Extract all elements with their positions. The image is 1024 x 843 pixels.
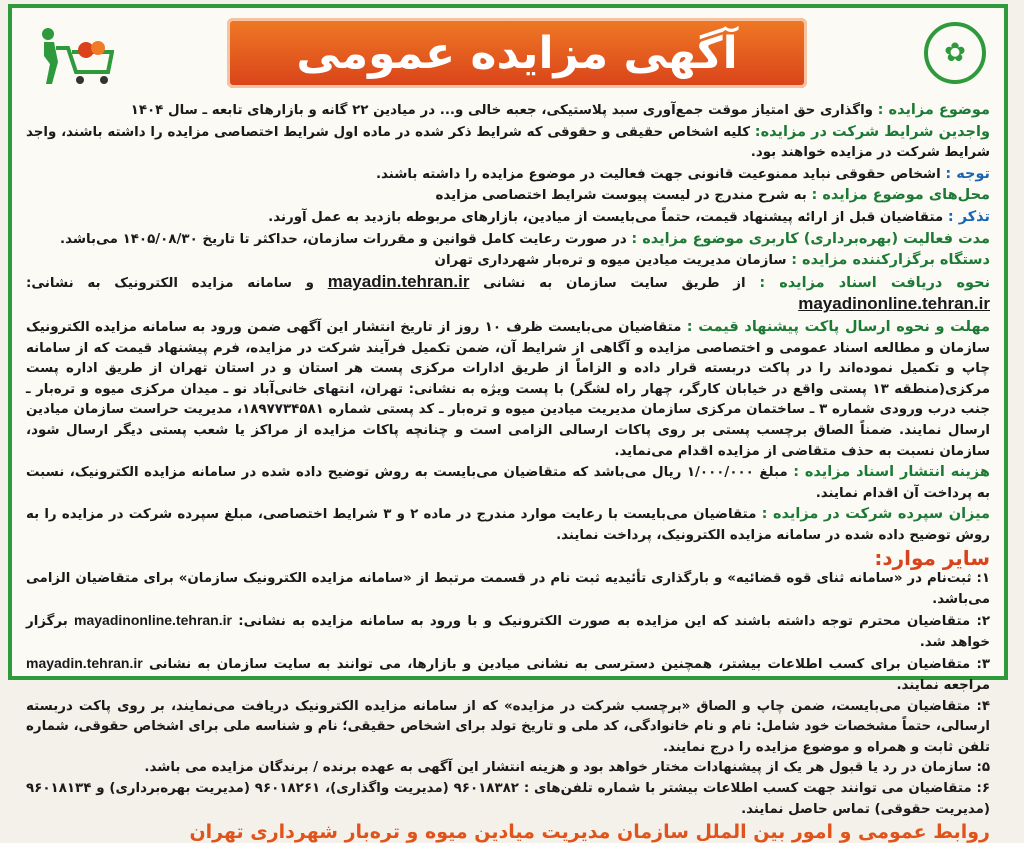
- fee-label: هزینه انتشار اسناد مزایده :: [793, 464, 990, 481]
- footer-signature: روابط عمومی و امور بین الملل سازمان مدیریت میادین میوه و تره‌بار شهرداری تهران: [189, 821, 990, 843]
- deadline-text: متقاضیان می‌بایست ظرف ۱۰ روز از تاریخ انتشار این آگهی ضمن ورود به سامانه مزایده الکترونیک سازمان و مطالعه اسناد عمومی و اختصاصی مزایده و آگاهی از شرایط آن، ضمن تکمیل فرآیند شرکت در مزایده، فرم پیشنهاد قیمت که از سامانه چاپ و تکمیل نموده‌اند را در پاکت دربسته قرار داده و الزاماً از طریق ادارات مرکزی پست هر استان و در استان تهران از طریق اداره پست مرکزی(منطقه ۱۳ پستی واقع در خیابان کارگر، چهار راه لشگر) با پست ویژه به نشانی: تهران، انتهای خانی‌آباد نو ـ میدان مرکزی میوه و تره‌بار ـ جنب درب ورودی شماره ۳ ـ ساختمان مرکزی سازمان مدیریت میادین میوه و تره‌بار ـ کد پستی شماره ۱۸۹۷۷۳۴۵۸۱، مدیریت حراست سازمان میادین ارسال نمایند. ضمناً الصاق برچسب پستی بر روی پاکات ارسالی الزامی است و چنانچه پاکات مزایده از مراکز یا شعب پستی دیگر ارسال شود، سازمان نسبت به حذف متقاضی از مزایده اقدام می‌نماید.: [26, 319, 990, 459]
- other-item-text: ۲: متقاضیان محترم توجه داشته باشند که این مزایده به صورت الکترونیک و با ورود به سامانه مزایده به نشانی:: [238, 614, 990, 630]
- other-item-tail: مراجعه نمایند.: [896, 678, 990, 694]
- ad-body: [26, 100, 990, 843]
- documents-text-1: از طریق سایت سازمان به نشانی: [483, 275, 746, 291]
- documents-row: [26, 272, 990, 317]
- reminder-label: تذکر :: [947, 208, 990, 225]
- other-item: [26, 653, 990, 696]
- note-label: توجه :: [945, 165, 990, 182]
- locations-text: به شرح مندرج در لیست پیوست شرایط اختصاصی مزایده: [435, 188, 807, 204]
- reminder-row: [26, 207, 990, 229]
- other-item-tail: برگزار خواهد شد.: [26, 614, 990, 650]
- other-items-title: سایر موارد:: [874, 546, 990, 571]
- reminder-text: متقاضیان قبل از ارائه پیشنهاد قیمت، حتماً می‌بایست از میادین، بازارهای مربوطه بازدید به عمل آورند.: [268, 209, 944, 225]
- duration-text: در صورت رعایت کامل قوانین و مقررات سازمان،: [302, 231, 627, 247]
- organizer-row: [26, 250, 990, 272]
- ad-frame: [8, 4, 1008, 843]
- other-item: ۶: متقاضیان می توانند جهت کسب اطلاعات بیشتر با شماره تلفن‌های : ۹۶۰۱۸۳۸۲ (مدیریت واگذاری)، ۹۶۰۱۸۲۶۱ (مدیریت بهره‌برداری) و ۹۶۰۱۸۱۳۴ (مدیریت حقوقی) تماس حاصل نمایند.: [26, 781, 991, 817]
- eligibility-label: واجدین شرایط شرکت در مزایده:: [754, 123, 990, 140]
- duration-label: مدت فعالیت (بهره‌برداری) کاربری موضوع مزایده :: [631, 230, 990, 247]
- note-row: [26, 164, 990, 186]
- organizer-text: سازمان مدیریت میادین میوه و تره‌بار شهرداری تهران: [434, 253, 787, 269]
- fee-text: مبلغ ۱/۰۰۰/۰۰۰ ریال می‌باشد که متقاضیان می‌بایست به روش توضیح داده شده در سامانه مزایده الکترونیک، نسبت به پرداخت آن اقدام نمایند.: [26, 465, 990, 501]
- subject-text: واگذاری حق امتیاز موقت جمع‌آوری سبد پلاستیکی، جعبه خالی و... در میادین ۲۲ گانه و بازارهای تابعه ـ سال ۱۴۰۴: [130, 103, 873, 118]
- deadline-label: مهلت و نحوه ارسال پاکت پیشنهاد قیمت :: [686, 318, 990, 335]
- deposit-label: میزان سپرده شرکت در مزایده :: [761, 506, 990, 523]
- note-text: اشخاص حقوقی نباید ممنوعیت قانونی جهت فعالیت در موضوع مزایده را داشته باشند.: [375, 166, 941, 182]
- documents-text-2: و سامانه مزایده الکترونیک به نشانی:: [26, 275, 314, 291]
- ad-title: آگهی مزایده عمومی: [227, 18, 807, 88]
- locations-row: [26, 185, 990, 207]
- eligibility-row: [26, 122, 990, 164]
- deposit-text: متقاضیان می‌بایست با رعایت موارد مندرج در ماده ۲ و ۳ شرایط اختصاصی، مبلغ سپرده شرکت در مزایده را به روش توضیح داده شده در سامانه مزایده الکترونیک، پرداخت نمایند.: [26, 507, 990, 543]
- duration-row: [26, 229, 990, 251]
- other-item: ۵: سازمان در رد یا قبول هر یک از پیشنهادات مختار خواهد بود و هزینه انتشار این آگهی به عهده برنده / برندگان مزایده می باشد.: [144, 760, 990, 776]
- online-auction-link[interactable]: mayadinonline.tehran.ir: [74, 612, 232, 629]
- organizer-label: دستگاه برگزارکننده مزایده :: [791, 252, 990, 269]
- eligibility-text: کلیه اشخاص حقیقی و حقوقی که شرایط ذکر شده در ماده اول شرایط اختصاصی مزایده را داشته باشند، واجد شرایط شرکت در مزایده خواهند بود.: [26, 124, 990, 161]
- other-item-text: ۳: متقاضیان برای کسب اطلاعات بیشتر، همچنین دسترسی به نشانی میادین و بازارها، می توانند به سایت سازمان به نشانی: [148, 657, 990, 673]
- other-item: ۴: متقاضیان می‌بایست، ضمن چاپ و الصاق «برچسب شرکت در مزایده» که از سامانه مزایده الکترونیک دریافت می‌نمایند، بر روی پاکت دربسته ارسالی، حتماً مشخصات خود شامل: نام و نام خانوادگی، کد ملی و تاریخ تولد برای اشخاص حقیقی؛ نام و شناسه ملی برای اشخاص حقوقی، شماره تلفن ثابت و همراه و موضوع مزایده را درج نمایند.: [26, 698, 990, 755]
- online-auction-link[interactable]: mayadinonline.tehran.ir: [798, 294, 990, 314]
- documents-label: نحوه دریافت اسناد مزایده :: [759, 274, 991, 291]
- fee-row: [26, 462, 990, 504]
- subject-row: [26, 100, 990, 122]
- locations-label: محل‌های موضوع مزایده :: [811, 187, 990, 204]
- other-item: ۱: ثبت‌نام در «سامانه ثنای قوه قضائیه» و بارگذاری تأئیدیه ثبت نام در قسمت مرتبط از «سامانه مزایده الکترونیک سازمان» برای متقاضیان الزامی می‌باشد.: [26, 571, 990, 607]
- duration-deadline: حداکثر تا تاریخ ۱۴۰۵/۰۸/۳۰: [122, 231, 298, 247]
- website-link[interactable]: mayadin.tehran.ir: [26, 655, 143, 672]
- header: [12, 8, 1004, 98]
- deposit-row: [26, 504, 990, 546]
- other-item: [26, 610, 990, 653]
- deadline-row: [26, 317, 990, 462]
- municipality-logo-icon: ✿: [924, 22, 986, 84]
- website-link[interactable]: mayadin.tehran.ir: [327, 271, 470, 291]
- duration-tail: می‌باشد.: [60, 231, 118, 247]
- shopping-cart-icon: [34, 26, 114, 86]
- subject-label: موضوع مزایده :: [877, 102, 990, 118]
